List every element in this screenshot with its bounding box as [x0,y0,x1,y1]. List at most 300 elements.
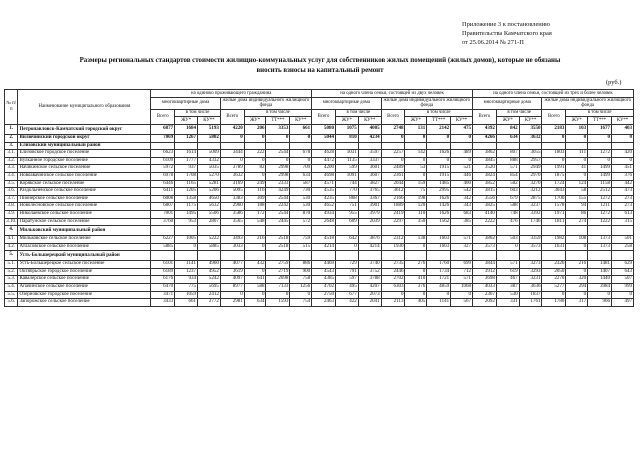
row-number: 3.5. [5,180,18,188]
header-zhu: ЖУ* [175,117,198,125]
row-value-cell: 2995 [427,188,451,196]
row-value-cell: 188 [244,203,266,211]
row-value-cell: 1205 [175,188,198,196]
unit-label: (руб.) [606,79,622,86]
table-row [5,203,634,211]
row-value-cell: 5044 [312,134,336,142]
row-value-cell: 567 [451,299,473,307]
row-value-cell: 2807 [198,218,221,226]
row-value-cell: 94 [566,203,588,211]
row-value-cell: 315 [611,218,633,226]
row-value-cell: 677 [335,291,358,299]
row-value-cell: 2463 [312,299,336,307]
row-value-cell: 759 [290,236,312,244]
row-municipality-name: Апачинское сельское поселение [18,284,151,292]
row-number: 3.4. [5,172,18,180]
row-value-cell [566,226,588,236]
row-municipality-name: Паратунское сельское поселение [18,218,151,226]
row-value-cell: 3901 [358,203,381,211]
row-value-cell: 2257 [381,150,405,158]
row-value-cell: 1175 [175,203,198,211]
row-value-cell: 2648 [312,218,336,226]
table-row [5,165,634,173]
row-value-cell: 542 [451,188,473,196]
row-value-cell: 1222 [588,218,612,226]
row-value-cell: 2702 [381,276,405,284]
header-ku: КУ** [519,117,542,125]
row-value-cell: 4220 [220,124,244,134]
row-value-cell: 2960 [220,203,244,211]
row-value-cell: 3845 [472,157,496,165]
row-value-cell: 7069 [151,134,175,142]
row-value-cell [611,226,633,236]
row-value-cell: 350 [405,218,427,226]
row-value-cell: 4385 [312,276,336,284]
table-row [5,218,634,226]
row-value-cell: 317 [566,299,588,307]
table-row [5,291,634,299]
row-value-cell: 3359 [519,236,542,244]
row-value-cell: 744 [335,180,358,188]
row-value-cell: 1708 [175,172,198,180]
row-value-cell: 0 [427,134,451,142]
row-number: 5.4. [5,284,18,292]
header-incl: в том числе [335,109,381,117]
row-number: 3. [5,142,18,150]
row-value-cell: 385 [451,218,473,226]
header-incl: в том числе [244,109,311,117]
row-value-cell: 1889 [381,203,405,211]
row-value-cell: 2998 [266,165,290,173]
row-value-cell [451,251,473,261]
row-value-cell: 2113 [381,299,405,307]
table-row [5,276,634,284]
row-value-cell: 4235 [312,195,336,203]
row-value-cell: 0 [566,172,588,180]
row-value-cell: 0 [244,243,266,251]
row-number: 5.6. [5,299,18,307]
row-value-cell: 3493 [220,236,244,244]
row-value-cell: 868 [335,195,358,203]
row-value-cell: 2957 [519,157,542,165]
header-ku: КУ** [358,117,381,125]
row-value-cell: 699 [451,261,473,269]
row-value-cell: 103 [566,124,588,134]
table-row [5,172,634,180]
row-value-cell [290,251,312,261]
row-value-cell: 6623 [151,150,175,158]
row-value-cell [358,142,381,150]
row-value-cell: 495 [335,284,358,292]
row-value-cell: 0 [381,291,405,299]
header-total: Всего [472,109,496,124]
row-value-cell: 5222 [198,236,221,244]
row-value-cell: 4097 [220,276,244,284]
row-value-cell [335,251,358,261]
row-municipality-name: Новоавачинское сельское поселение [18,172,151,180]
row-number: 1. [5,124,18,134]
row-value-cell: 3573 [519,243,542,251]
row-value-cell [151,226,175,236]
row-value-cell [472,251,496,261]
row-value-cell [542,226,566,236]
row-value-cell: 476 [496,218,519,226]
row-value-cell [588,226,612,236]
row-value-cell [198,226,221,236]
row-municipality-name: Мильковское сельское поселение [18,236,151,244]
row-value-cell: 0 [405,172,427,180]
row-value-cell: 886 [290,261,312,269]
table-row [5,124,634,134]
row-value-cell: 4518 [312,236,336,244]
row-value-cell: 0 [290,291,312,299]
row-value-cell: 0 [244,157,266,165]
row-value-cell: 870 [290,210,312,218]
row-value-cell: 198 [405,195,427,203]
row-value-cell: 966 [588,299,612,307]
row-value-cell: 2092 [472,299,496,307]
row-value-cell: 2333 [266,180,290,188]
row-value-cell: 955 [335,210,358,218]
row-value-cell [519,226,542,236]
row-value-cell [198,142,221,150]
row-value-cell: 515 [290,243,312,251]
row-value-cell: 0 [266,134,290,142]
header-incl: в том числе [496,109,542,117]
row-value-cell [566,251,588,261]
header-incl: в том числе [566,109,634,117]
row-value-cell: 1499 [588,165,612,173]
row-value-cell: 442 [611,180,633,188]
header-apt: многоквартирные дома [312,97,382,109]
row-value-cell: 1811 [542,218,566,226]
row-value-cell [151,142,175,150]
row-value-cell [266,251,290,261]
header-group-single: на одиноко проживающего гражданина [151,90,312,98]
row-value-cell: 0 [266,157,290,165]
header-apt: многоквартирные дома [472,97,542,109]
row-value-cell: 2748 [381,124,405,134]
row-value-cell: 3033 [220,243,244,251]
table-row [5,210,634,218]
row-value-cell: 172 [244,210,266,218]
row-value-cell: 3433 [151,299,175,307]
row-value-cell: 0 [588,134,612,142]
row-value-cell: 400 [451,180,473,188]
row-value-cell: 3565 [220,218,244,226]
row-value-cell [312,142,336,150]
row-value-cell: 276 [405,261,427,269]
row-value-cell: 3789 [220,165,244,173]
row-value-cell: 216 [244,236,266,244]
row-value-cell: 1721 [427,276,451,284]
row-value-cell: 1272 [588,195,612,203]
row-value-cell: 0 [611,134,633,142]
row-municipality-name: Запорожское сельское поселение [18,299,151,307]
row-value-cell: 1626 [427,195,451,203]
row-number: 3.7. [5,195,18,203]
row-value-cell: 1578 [542,203,566,211]
header-house: жилые дома индивидуального жилищного фонда [220,97,311,109]
row-value-cell: 683 [451,210,473,218]
row-value-cell [405,226,427,236]
row-value-cell: 661 [290,124,312,134]
row-value-cell: 1760 [427,261,451,269]
row-value-cell: 3740 [358,261,381,269]
header-ku: КУ** [611,117,633,125]
row-value-cell: 729 [335,261,358,269]
row-value-cell: 2050 [542,268,566,276]
row-value-cell: 6303 [381,284,405,292]
row-number: 3.10. [5,218,18,226]
row-value-cell: 6008 [151,195,175,203]
row-value-cell: 3586 [220,210,244,218]
row-value-cell: 4628 [312,150,336,158]
row-value-cell: 2367 [472,291,496,299]
table-row [5,251,634,261]
row-value-cell: 1700 [542,195,566,203]
row-value-cell: 678 [290,150,312,158]
row-value-cell [290,142,312,150]
row-value-cell: 3055 [519,150,542,158]
row-value-cell: 1734 [427,268,451,276]
row-value-cell: 587 [290,180,312,188]
row-value-cell: 3979 [358,210,381,218]
row-value-cell: 2412 [198,291,221,299]
row-value-cell: 0 [381,134,405,142]
header-incl: в том числе [405,109,472,117]
row-value-cell: 343 [451,203,473,211]
row-value-cell: 2512 [588,188,612,196]
row-value-cell: 3601 [358,165,381,173]
row-value-cell: 643 [611,268,633,276]
row-value-cell: 748 [496,210,519,218]
row-value-cell: 249 [244,180,266,188]
row-number: 3.1. [5,150,18,158]
row-value-cell: 2073 [358,291,381,299]
row-value-cell: 3815 [472,188,496,196]
table-row [5,180,634,188]
row-number: 3.9. [5,210,18,218]
row-value-cell: 6470 [151,284,175,292]
row-value-cell: 1373 [588,243,612,251]
row-value-cell: 4140 [472,210,496,218]
row-value-cell: 3293 [519,268,542,276]
row-value-cell: 475 [451,124,473,134]
row-value-cell: 1803 [542,150,566,158]
row-value-cell: 110 [405,210,427,218]
row-value-cell: 3824 [472,172,496,180]
row-value-cell: 5009 [198,150,221,158]
row-value-cell: 1499 [588,172,612,180]
row-value-cell: 3169 [220,180,244,188]
row-value-cell [290,226,312,236]
row-value-cell: 4214 [312,243,336,251]
row-value-cell: 807 [496,150,519,158]
row-value-cell: 2270 [542,276,566,284]
standards-table [4,89,634,307]
row-value-cell: 86 [566,210,588,218]
row-value-cell: 8977 [220,284,244,292]
row-value-cell [175,226,198,236]
table-row [5,157,634,165]
row-value-cell: 387 [496,284,519,292]
row-value-cell: 2142 [427,124,451,134]
row-value-cell [220,142,244,150]
row-value-cell [542,142,566,150]
row-number: 3.6. [5,188,18,196]
row-value-cell: 3876 [358,236,381,244]
row-value-cell: 1267 [175,134,198,142]
row-value-cell: 3619 [220,268,244,276]
row-value-cell: 111 [566,150,588,158]
row-value-cell: 1495 [175,210,198,218]
row-value-cell [611,142,633,150]
row-value-cell: 521 [451,165,473,173]
row-value-cell: 501 [611,236,633,244]
row-value-cell [451,142,473,150]
row-value-cell: 82 [244,165,266,173]
row-value-cell: 3556 [472,195,496,203]
row-value-cell: 2166 [381,195,405,203]
row-value-cell: 3827 [358,180,381,188]
row-value-cell: 4207 [358,284,381,292]
row-value-cell: 2242 [266,203,290,211]
row-value-cell: 2297 [381,218,405,226]
row-value-cell: 999 [611,284,633,292]
row-value-cell: 530 [290,203,312,211]
row-value-cell: 1059 [175,291,198,299]
row-value-cell: 3844 [472,261,496,269]
row-value-cell: 142 [405,150,427,158]
row-value-cell: 2183 [542,124,566,134]
row-value-cell: 900 [290,268,312,276]
appendix-block [462,20,637,47]
row-municipality-name: Раздольненское сельское поселение [18,188,151,196]
row-value-cell: 327 [451,243,473,251]
row-value-cell: 571 [451,276,473,284]
row-value-cell: 2419 [381,210,405,218]
row-value-cell: 3825 [472,203,496,211]
row-value-cell: 597 [335,276,358,284]
row-value-cell: 2312 [381,236,405,244]
row-value-cell: 6877 [151,124,175,134]
row-value-cell: 258 [611,243,633,251]
table-row [5,236,634,244]
row-value-cell: 3984 [588,284,612,292]
row-value-cell: 2698 [266,276,290,284]
row-value-cell: 3383 [220,195,244,203]
row-value-cell: 0 [611,291,633,299]
row-value-cell: 2544 [266,210,290,218]
row-value-cell: 642 [335,236,358,244]
row-value-cell: 1777 [175,157,198,165]
table-row [5,142,634,150]
row-value-cell [335,226,358,236]
row-value-cell: 3471 [151,291,175,299]
row-value-cell: 3444 [220,150,244,158]
row-value-cell: 3367 [358,195,381,203]
document-title [10,56,630,76]
row-value-cell: 1684 [175,124,198,134]
row-value-cell: 3597 [358,150,381,158]
row-value-cell: 5206 [198,188,221,196]
table-row [5,299,634,307]
row-value-cell: 2949 [519,165,542,173]
row-value-cell [566,142,588,150]
row-value-cell: 0 [244,134,266,142]
row-value-cell: 124 [566,180,588,188]
table-row [5,134,634,142]
row-value-cell: 2998 [266,172,290,180]
row-value-cell: 273 [611,195,633,203]
header-apt: многоквартирные дома [151,97,221,109]
row-number: 5.3. [5,276,18,284]
row-value-cell [220,251,244,261]
row-value-cell: 5695 [198,284,221,292]
row-value-cell: 2750 [312,291,336,299]
row-value-cell: 775 [175,284,198,292]
row-value-cell: 0 [566,243,588,251]
row-number: 2. [5,134,18,142]
row-value-cell: 451 [611,165,633,173]
row-value-cell: 2875 [519,195,542,203]
row-value-cell: 0 [427,291,451,299]
row-value-cell: 4698 [312,172,336,180]
row-value-cell: 108 [566,236,588,244]
row-value-cell [244,142,266,150]
row-value-cell: 1005 [175,236,198,244]
row-value-cell: 2544 [266,195,290,203]
row-value-cell: 1031 [335,150,358,158]
row-value-cell [611,251,633,261]
row-value-cell: 206 [244,124,266,134]
header-zhu: ЖУ* [405,117,427,125]
title-line-2: вносить взносы на капитальный ремонт [256,67,384,74]
row-value-cell: 131 [405,124,427,134]
row-value-cell: 588 [496,203,519,211]
row-value-cell: 751 [335,203,358,211]
row-value-cell: 854 [496,172,519,180]
row-value-cell: 2981 [220,299,244,307]
row-value-cell: 6807 [151,203,175,211]
row-municipality-name: Новолесновское сельское поселение [18,203,151,211]
row-value-cell: 2970 [519,172,542,180]
row-value-cell: 3852 [472,180,496,188]
row-value-cell: 0 [566,157,588,165]
row-value-cell: 4266 [472,134,496,142]
row-value-cell: 1407 [588,268,612,276]
row-municipality-name: Корякское сельское поселение [18,180,151,188]
row-value-cell: 571 [496,261,519,269]
row-value-cell: 3520 [472,165,496,173]
row-value-cell: 2772 [198,299,221,307]
row-municipality-name: Октябрьское городское поселение [18,268,151,276]
row-value-cell [312,251,336,261]
row-number: 3.2. [5,157,18,165]
row-value-cell: 1915 [427,172,451,180]
row-value-cell: 629 [611,261,633,269]
row-value-cell [496,142,519,150]
row-value-cell: 3550 [519,124,542,134]
row-value-cell: 1068 [451,284,473,292]
row-value-cell: 5885 [198,243,221,251]
row-value-cell: 3862 [472,236,496,244]
row-value-cell: 1761 [519,299,542,307]
row-value-cell: 155 [566,195,588,203]
row-value-cell: 4249 [266,188,290,196]
row-value-cell: 0 [542,291,566,299]
